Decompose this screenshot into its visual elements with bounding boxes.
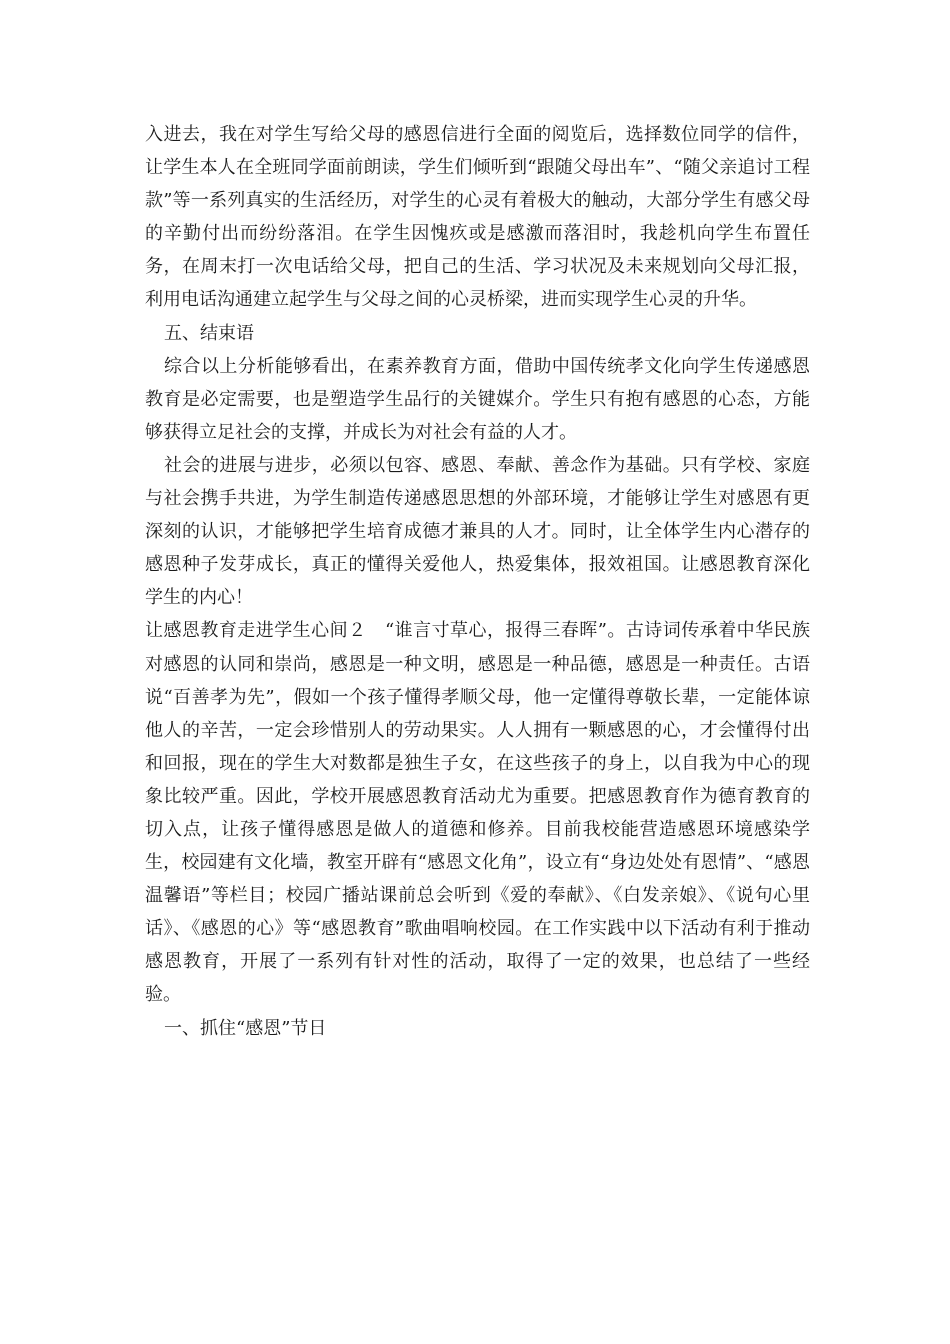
body-paragraph-article-two: 让感恩教育走进学生心间２ “谁言寸草心，报得三春晖”。古诗词传承着中华民族对感恩的认同和崇尚，感恩是一种文明，感恩是一种品德，感恩是一种责任。古语说“百善孝为先”，假如一个孩子懂得孝顺父母，他一定懂得尊敬长辈，一定能体谅他人的辛苦，一定会珍惜别人的劳动果实。人人拥有一颗感恩的心，才会懂得付出和回报，现在的学生大对数都是独生子女，在这些孩子的身上，以自我为中心的现象比较严重。因此，学校开展感恩教育活动尤为重要。把感恩教育作为德育教育的切入点，让孩子懂得感恩是做人的道德和修养。目前我校能营造感恩环境感染学生，校园建有文化墙，教室开辟有“感恩文化角”，设立有“身边处处有恩情”、“感恩温馨语”等栏目；校园广播站课前总会听到《爱的奉献》、《白发亲娘》、《说句心里话》、《感恩的心》等“感恩教育”歌曲唱响校园。在工作实践中以下活动有利于推动感恩教育，开展了一系列有针对性的活动，取得了一定的效果，也总结了一些经验。: [145, 620, 810, 1006]
body-paragraph-summary: 综合以上分析能够看出，在素养教育方面，借助中国传统孝文化向学生传递感恩教育是必定需要，也是塑造学生品行的关键媒介。学生只有抱有感恩的心态，方能够获得立足社会的支撑，并成长为对社会有益的人才。: [145, 355, 810, 443]
body-paragraph-continuation: 入进去，我在对学生写给父母的感恩信进行全面的阅览后，选择数位同学的信件，让学生本人在全班同学面前朗读，学生们倾听到“跟随父母出车”、“随父亲追讨工程款”等一系列真实的生活经历，对学生的心灵有着极大的触动，大部分学生有感父母的辛勤付出而纷纷落泪。在学生因愧疚或是感激而落泪时，我趁机向学生布置任务，在周末打一次电话给父母，把自己的生活、学习状况及未来规划向父母汇报，利用电话沟通建立起学生与父母之间的心灵桥梁，进而实现学生心灵的升华。: [145, 124, 810, 311]
document-body: [145, 118, 810, 1045]
section-heading-festivals: 一、抓住“感恩”节日: [164, 1017, 327, 1039]
body-paragraph-society: 社会的进展与进步，必须以包容、感恩、奉献、善念作为基础。只有学校、家庭与社会携手共进，为学生制造传递感恩思想的外部环境，才能够让学生对感恩有更深刻的认识，才能够把学生培育成德才兼具的人才。同时，让全体学生内心潜存的感恩种子发芽成长，真正的懂得关爱他人，热爱集体，报效祖国。让感恩教育深化学生的内心！: [145, 454, 810, 609]
section-heading-conclusion: 五、结束语: [164, 322, 254, 344]
